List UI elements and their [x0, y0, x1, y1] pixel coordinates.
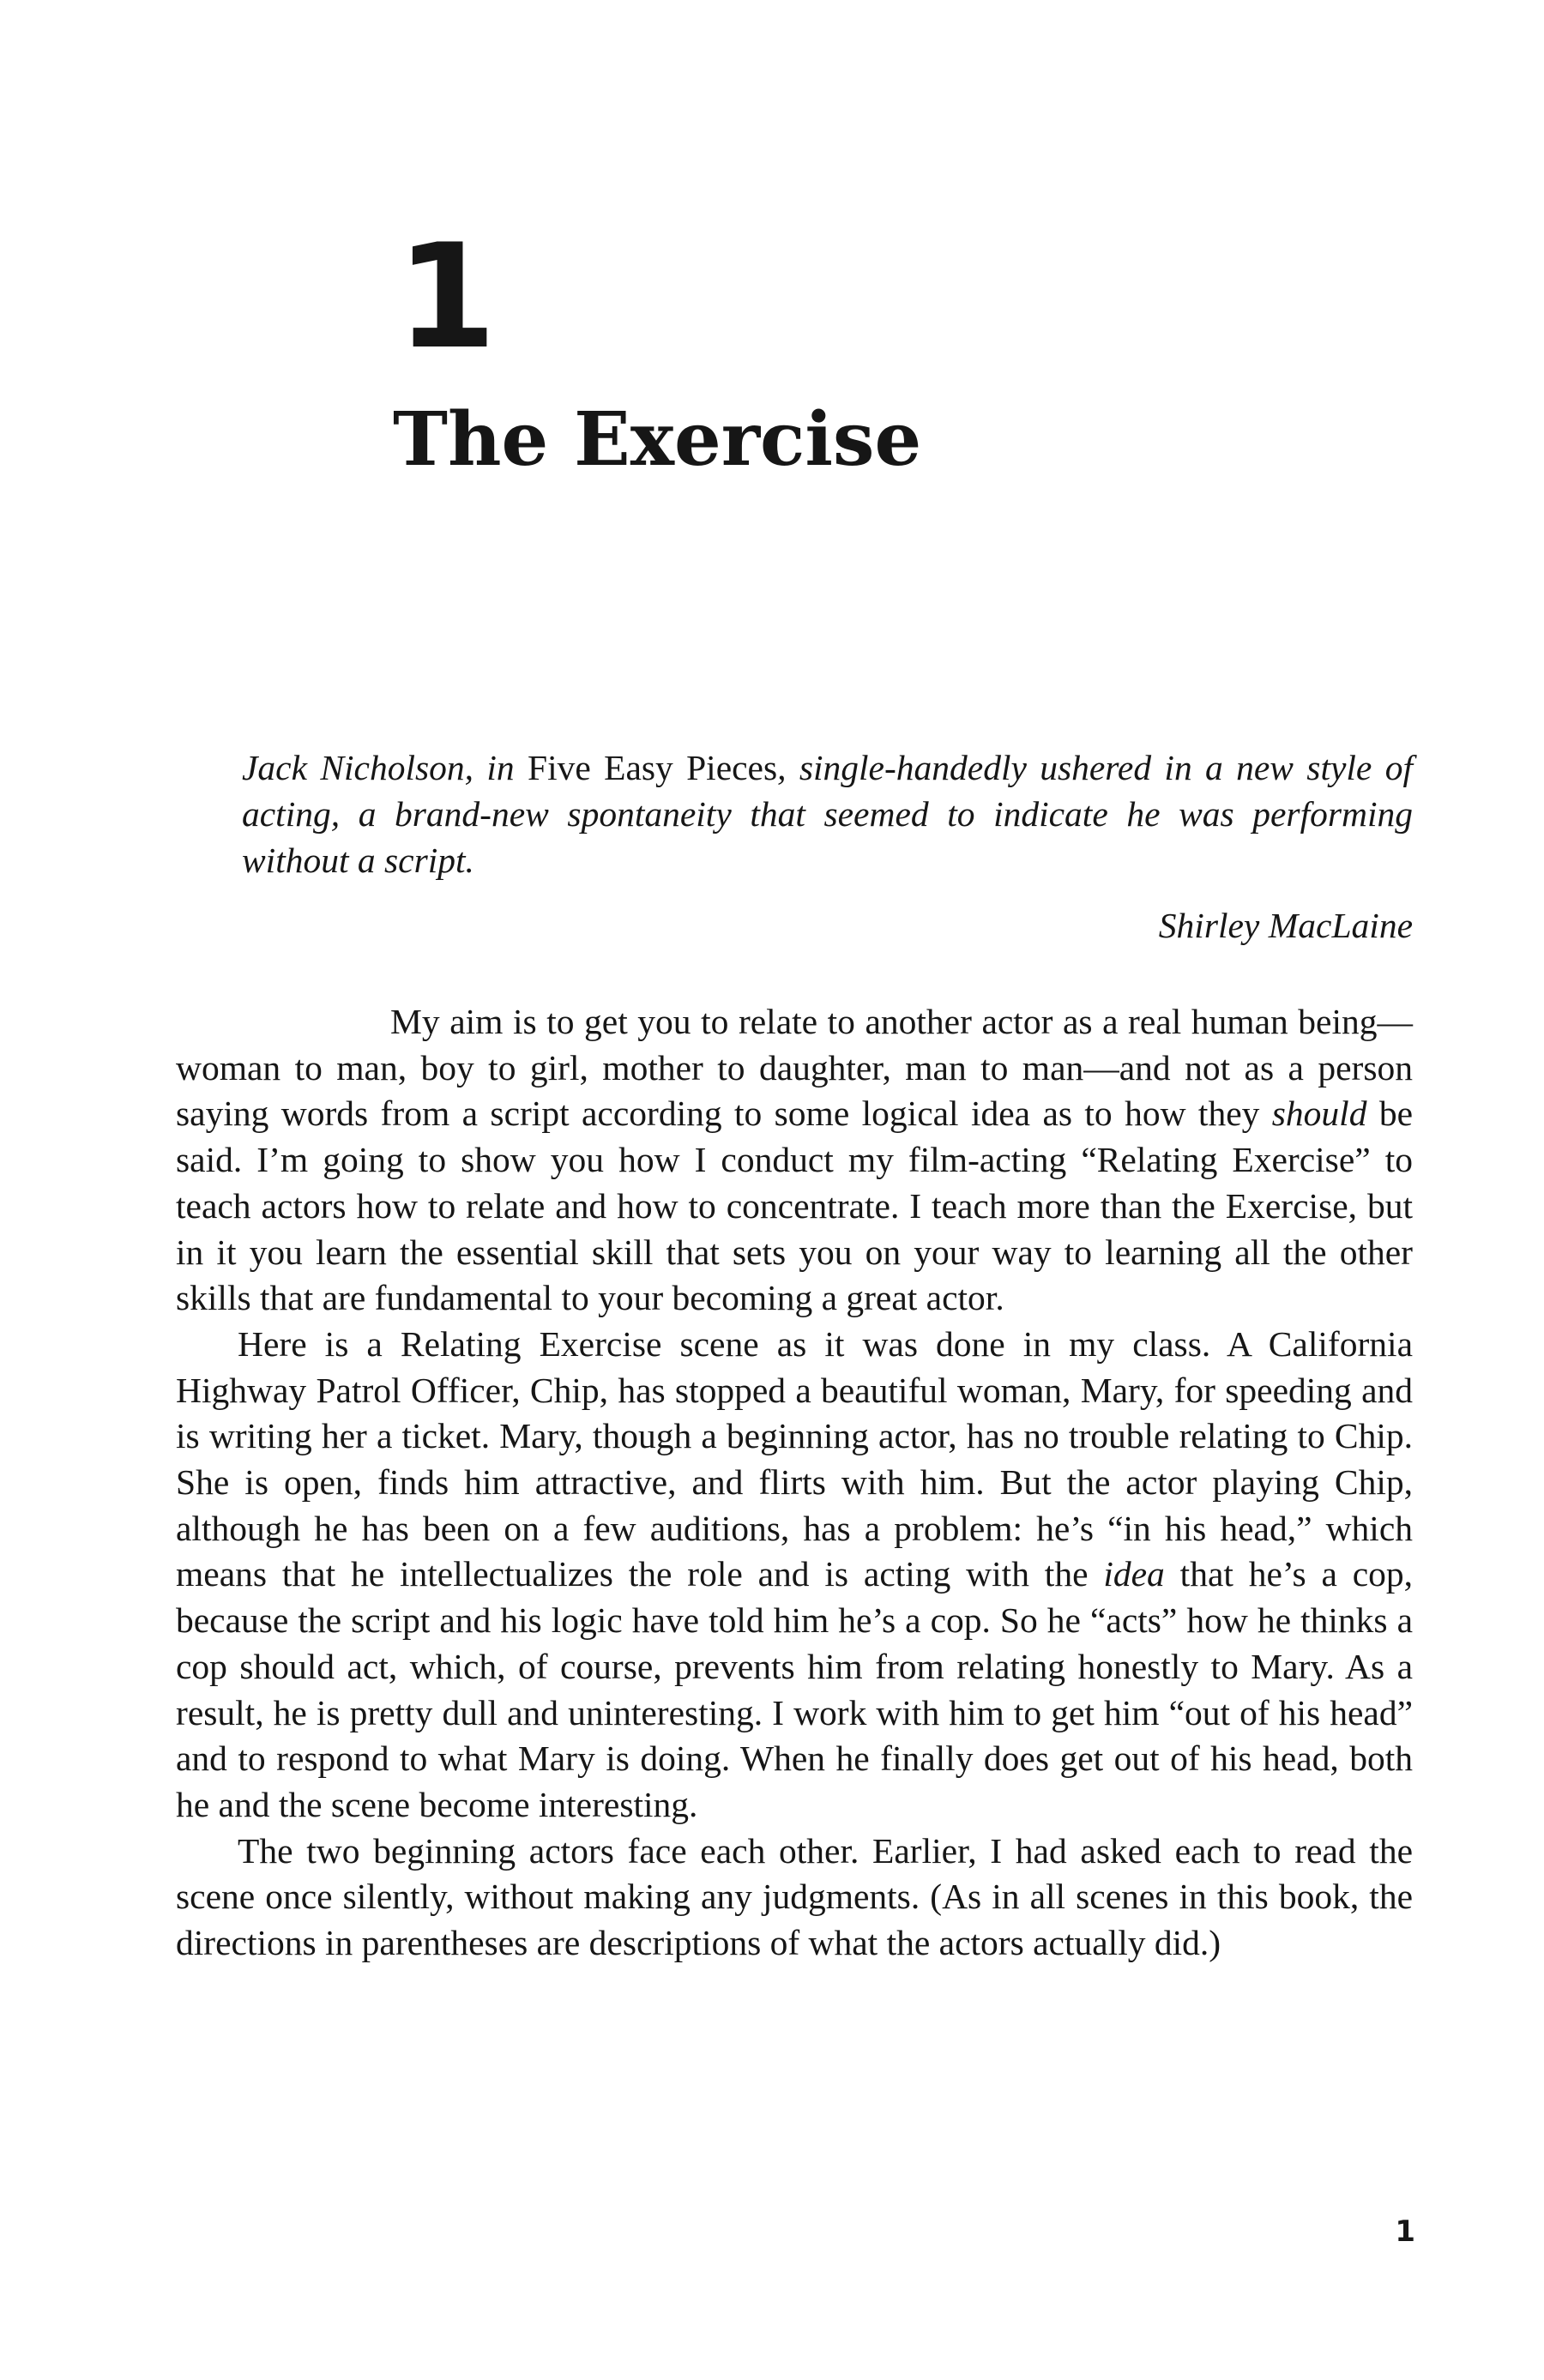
chapter-title: The Exercise: [393, 396, 922, 483]
paragraph-1-text-b: be said. I’m going to show you how I conduct my film-acting “Relating Exercise” to teach actors how to relate and how to concentrate. I teach more than the Exercise, but in it you learn the essential skill that sets you on your way to learning all the other skills that are fundamental to your becoming a great actor.: [176, 1094, 1414, 1318]
paragraph-3: The two beginning actors face each other. Earlier, I had asked each to read the scene once silently, without making any judgments. (As in all scenes in this book, the directions in parentheses are descriptions of what the actors actually did.): [176, 1830, 1413, 1963]
chapter-number: 1: [396, 213, 493, 381]
epigraph-film-title: Five Easy Pieces: [527, 748, 778, 787]
paragraph-2-text-a: Here is a Relating Exercise scene as it was done in my class. A California Highway Patrol Officer, Chip, has stopped a beautiful woman, Mary, for speeding and is writing her a ticket. Mary, though a beginning actor, has no trouble relating to Chip. She is open, finds him attractive, and flirts with him. But the actor playing Chip, although he has been on a few auditions, has a problem: he’s “in his head,” which means that he intellectualizes the role and is acting with the: [176, 1323, 1413, 1594]
page-number: 1: [1395, 2214, 1415, 2249]
body-text: [176, 999, 1413, 1967]
epigraph-quote: [242, 744, 1413, 883]
epigraph-text-part1: Jack Nicholson, in: [242, 748, 528, 787]
epigraph-text-part2: , single-handedly ushered in a new style of acting, a brand-new spontaneity that seemed to indicate he was performing without a script.: [242, 748, 1413, 880]
epigraph-attribution: Shirley MacLaine: [1158, 906, 1413, 945]
paragraph-1: [176, 999, 1413, 1322]
paragraph-2-emphasis: idea: [1103, 1554, 1165, 1594]
paragraph-1-text-a: My aim is to get you to relate to another actor as a real human being—woman to man, boy to girl, mother to daughter, man to man—and not as a person saying words from a script according to some logical idea as to how they: [176, 1002, 1413, 1134]
paragraph-2: [176, 1322, 1413, 1829]
paragraph-2-text-b: that he’s a cop, because the script and his logic have told him he’s a cop. So he “acts” how he thinks a cop should act, which, of course, prevents him from relating honestly to Mary. As a result, he is pretty dull and uninteresting. I work with him to get him “out of his head” and to respond to what Mary is doing. When he finally does get out of his head, both he and the scene become interesting.: [176, 1554, 1414, 1824]
paragraph-1-emphasis: should: [1271, 1094, 1367, 1134]
